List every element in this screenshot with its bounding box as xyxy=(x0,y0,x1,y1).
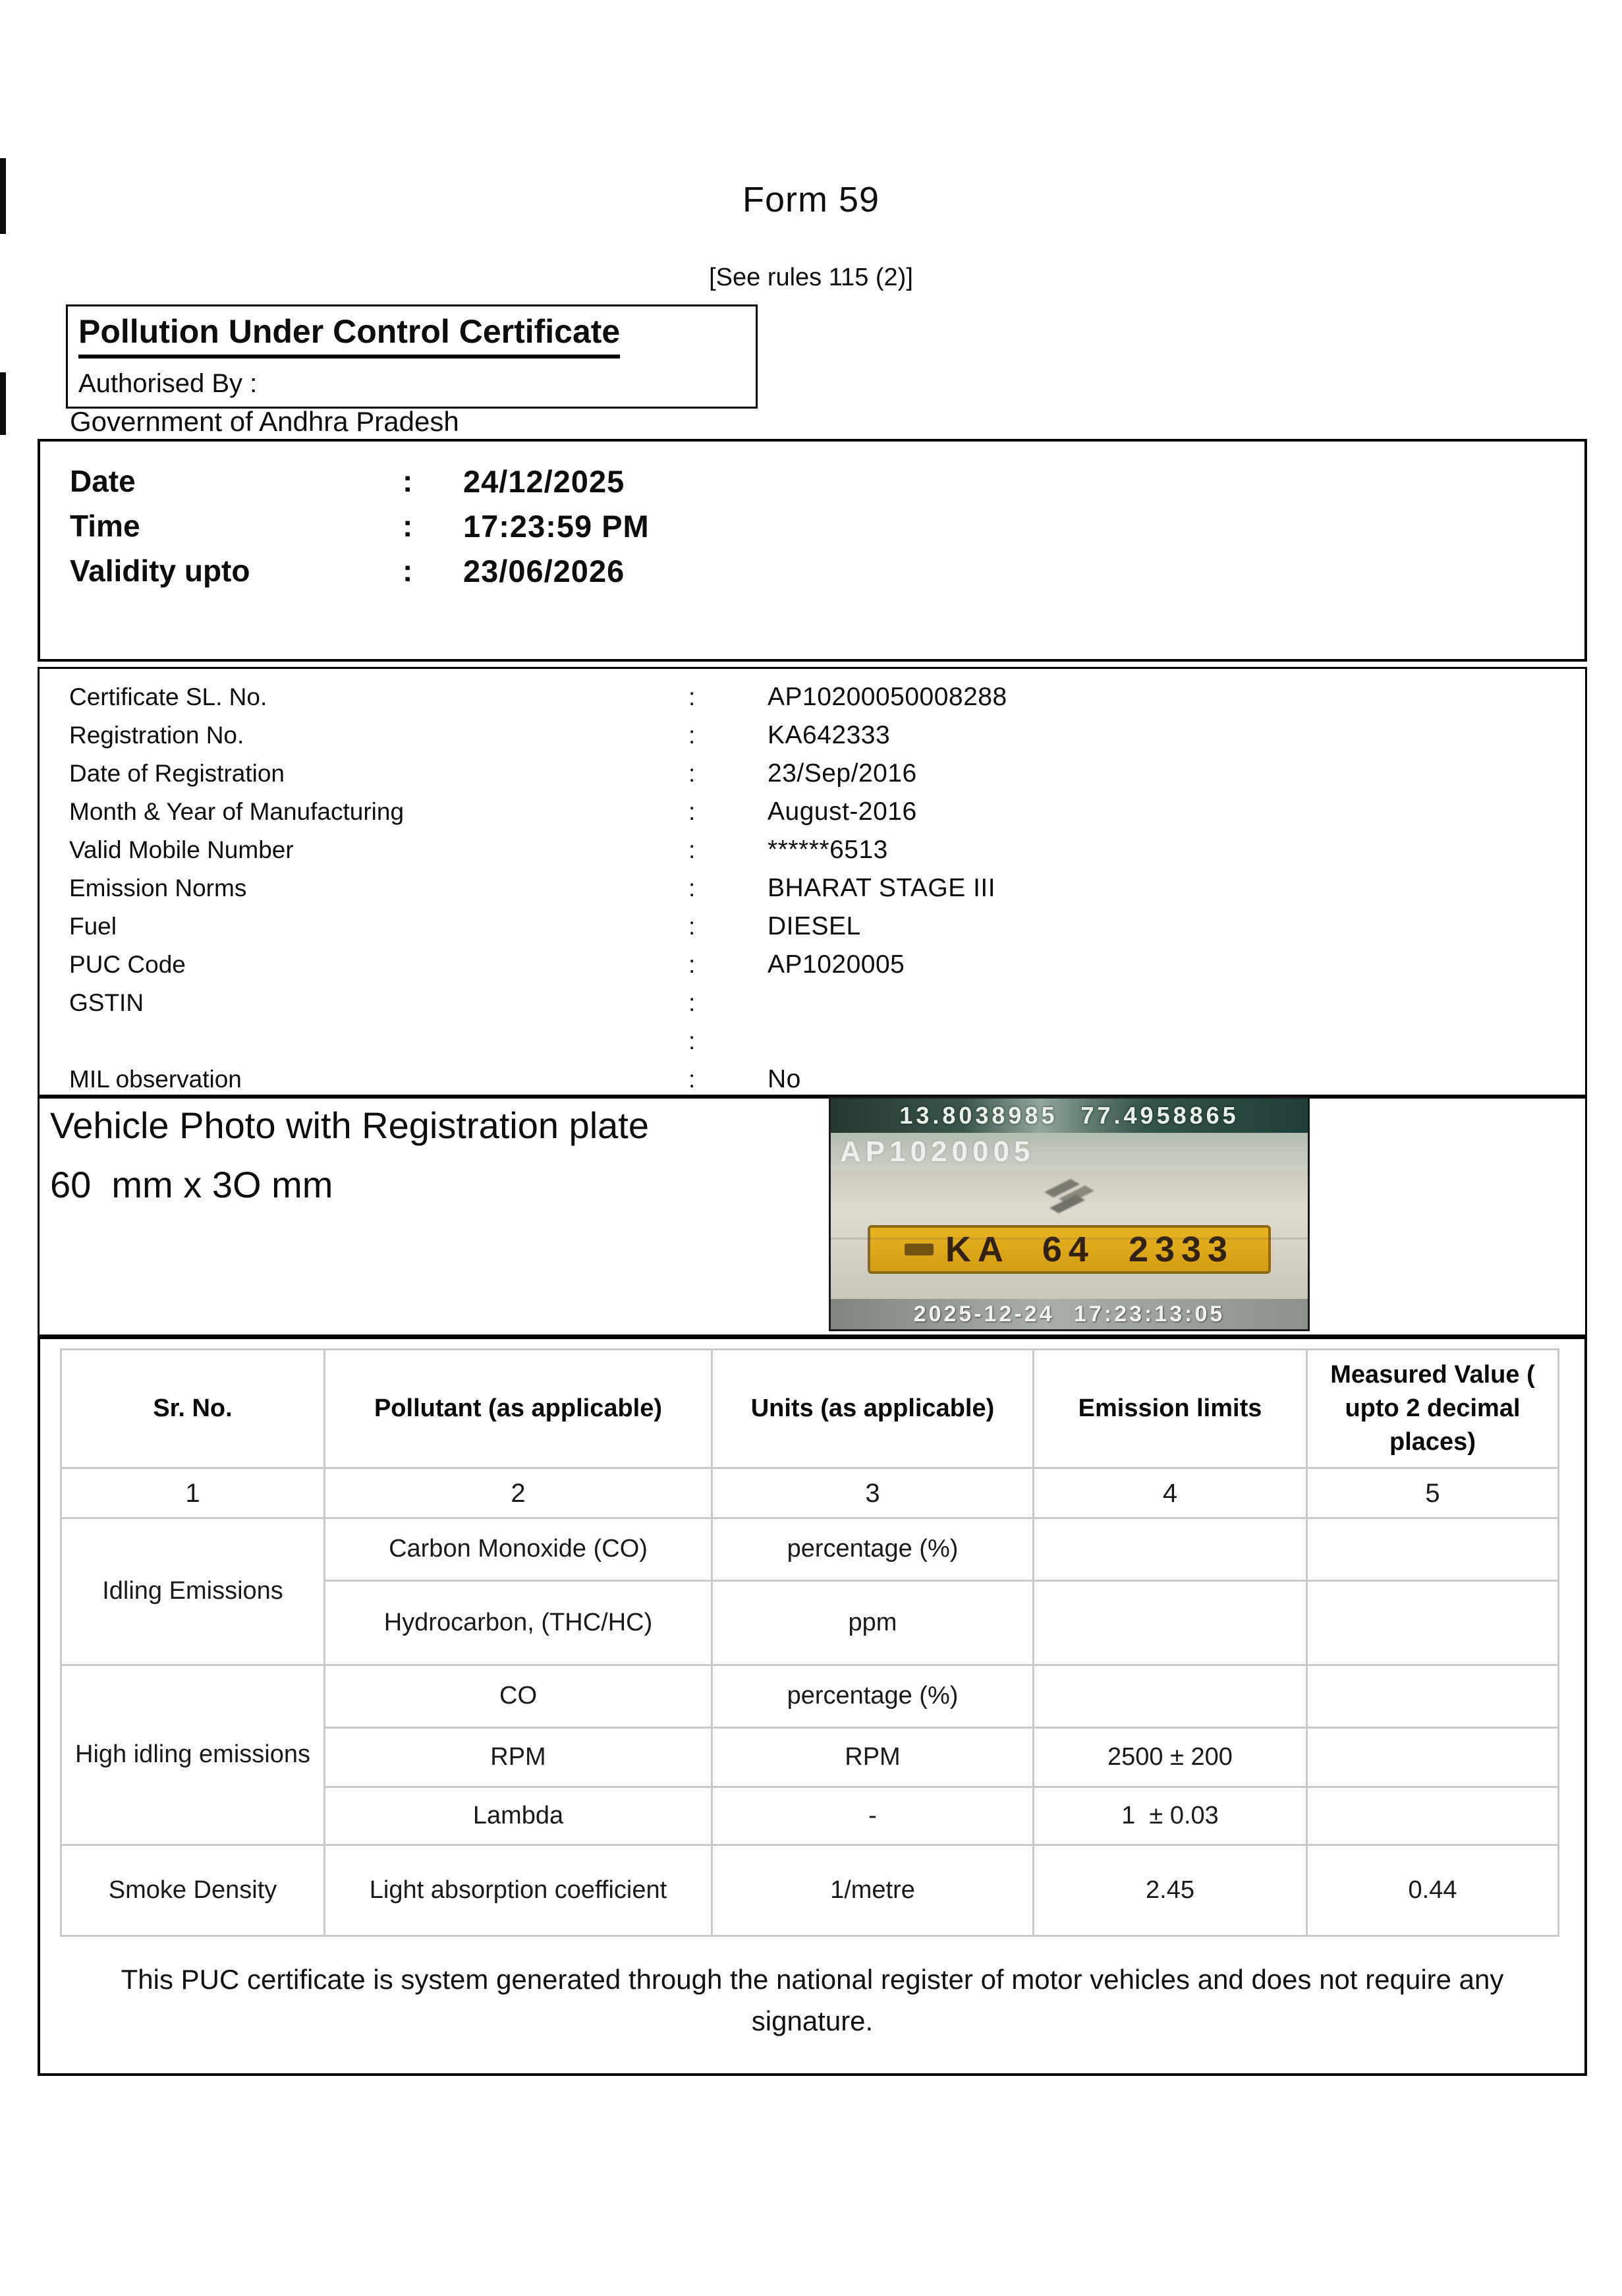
mobile-number-label: Valid Mobile Number xyxy=(69,836,294,863)
detail-row xyxy=(40,984,1585,1022)
colon: : xyxy=(688,989,696,1016)
mil-observation-label: MIL observation xyxy=(69,1066,242,1093)
form-rule-reference: [See rules 115 (2)] xyxy=(709,264,913,291)
emission-limit-cell: 1 ± 0.03 xyxy=(1034,1787,1307,1845)
detail-row xyxy=(40,907,1585,946)
colon: : xyxy=(403,464,413,498)
col-header-sr-no: Sr. No. xyxy=(61,1350,325,1468)
measured-value-cell: 0.44 xyxy=(1307,1845,1559,1936)
certificate-heading: Pollution Under Control Certificate xyxy=(78,313,620,359)
suzuki-emblem-icon xyxy=(1030,1176,1109,1217)
table-row xyxy=(61,1518,1559,1581)
vehicle-rear-view xyxy=(831,1171,1308,1299)
emission-norms-value: BHARAT STAGE III xyxy=(768,874,996,902)
colon: : xyxy=(688,683,696,710)
pollutant-cell: CO xyxy=(325,1665,712,1728)
detail-row xyxy=(40,946,1585,984)
table-row xyxy=(61,1665,1559,1728)
measured-value-cell xyxy=(1307,1665,1559,1728)
detail-row xyxy=(40,1060,1585,1099)
measured-value-cell xyxy=(1307,1728,1559,1787)
emission-limit-cell: 2500 ± 200 xyxy=(1034,1728,1307,1787)
emission-limit-cell xyxy=(1034,1518,1307,1581)
vehicle-details-box xyxy=(38,667,1587,1097)
pollutant-cell: RPM xyxy=(325,1728,712,1787)
emission-readings-table xyxy=(60,1348,1559,1937)
system-generated-note: This PUC certificate is system generated through the national register of motor vehicles and does not require any signature. xyxy=(121,1964,1504,2036)
units-cell: 1/metre xyxy=(712,1845,1034,1936)
date-of-registration-label: Date of Registration xyxy=(69,760,285,787)
colon: : xyxy=(403,509,413,543)
detail-row xyxy=(40,716,1585,755)
license-plate xyxy=(868,1225,1271,1274)
date-value: 24/12/2025 xyxy=(463,463,625,499)
registration-no-label: Registration No. xyxy=(69,722,244,749)
emission-readings-section xyxy=(38,1336,1587,2076)
fuel-value: DIESEL xyxy=(768,912,861,940)
puc-code-watermark: AP1020005 xyxy=(831,1133,1308,1171)
pollutant-cell: Carbon Monoxide (CO) xyxy=(325,1518,712,1581)
form-title: Form 59 xyxy=(742,180,880,219)
vehicle-photo-section xyxy=(38,1097,1587,1336)
colon: : xyxy=(688,836,696,863)
colon: : xyxy=(688,951,696,978)
photo-caption-line1: Vehicle Photo with Registration plate xyxy=(50,1105,649,1146)
date-row xyxy=(40,459,1584,503)
certificate-sl-no-label: Certificate SL. No. xyxy=(69,683,267,710)
col-number: 2 xyxy=(325,1468,712,1518)
colon: : xyxy=(688,760,696,787)
colon: : xyxy=(688,798,696,825)
manufacturing-month-year-value: August-2016 xyxy=(768,797,917,826)
mil-observation-value: No xyxy=(768,1065,801,1093)
colon: : xyxy=(688,1066,696,1093)
pollutant-cell: Hydrocarbon, (THC/HC) xyxy=(325,1581,712,1665)
certificate-sl-no-value: AP10200050008288 xyxy=(768,683,1007,711)
col-header-emission-limits: Emission limits xyxy=(1034,1350,1307,1468)
detail-row xyxy=(40,793,1585,831)
colon: : xyxy=(688,1027,696,1054)
vehicle-photo xyxy=(829,1097,1310,1331)
emission-norms-label: Emission Norms xyxy=(69,875,247,902)
authorised-by-label: Authorised By : xyxy=(78,368,258,398)
time-label: Time xyxy=(70,509,140,543)
colon: : xyxy=(688,875,696,902)
gstin-label: GSTIN xyxy=(69,989,144,1016)
units-cell: RPM xyxy=(712,1728,1034,1787)
colon: : xyxy=(688,722,696,749)
table-header-row xyxy=(61,1350,1559,1468)
fuel-label: Fuel xyxy=(69,913,117,940)
photo-caption-line2: 60 mm x 3O mm xyxy=(50,1164,333,1205)
measured-value-cell xyxy=(1307,1787,1559,1845)
pollutant-cell: Lambda xyxy=(325,1787,712,1845)
license-plate-number: KA 64 2333 xyxy=(945,1230,1235,1269)
validity-upto-value: 23/06/2026 xyxy=(463,553,625,588)
col-number: 3 xyxy=(712,1468,1034,1518)
measured-value-cell xyxy=(1307,1518,1559,1581)
issuing-government: Government of Andhra Pradesh xyxy=(70,406,459,437)
column-number-row xyxy=(61,1468,1559,1518)
col-number: 4 xyxy=(1034,1468,1307,1518)
scan-artifact xyxy=(0,372,6,435)
measured-value-cell xyxy=(1307,1581,1559,1665)
manufacturing-month-year-label: Month & Year of Manufacturing xyxy=(69,798,405,825)
emission-limit-cell xyxy=(1034,1581,1307,1665)
validity-upto-row xyxy=(40,548,1584,593)
col-number: 1 xyxy=(61,1468,325,1518)
col-header-units: Units (as applicable) xyxy=(712,1350,1034,1468)
units-cell: ppm xyxy=(712,1581,1034,1665)
units-cell: percentage (%) xyxy=(712,1518,1034,1581)
pollutant-cell: Light absorption coefficient xyxy=(325,1845,712,1936)
table-row xyxy=(61,1845,1559,1936)
photo-timestamp-overlay: 2025-12-24 17:23:13:05 xyxy=(831,1299,1308,1329)
mobile-number-value: ******6513 xyxy=(768,836,888,864)
detail-row xyxy=(40,678,1585,716)
detail-row xyxy=(40,755,1585,793)
units-cell: percentage (%) xyxy=(712,1665,1034,1728)
certificate-heading-box xyxy=(66,304,758,409)
group-high-idling-emissions: High idling emissions xyxy=(61,1665,325,1845)
puc-code-value: AP1020005 xyxy=(768,950,905,979)
detail-row xyxy=(40,1022,1585,1060)
colon: : xyxy=(688,913,696,940)
col-header-pollutant: Pollutant (as applicable) xyxy=(325,1350,712,1468)
emission-limit-cell xyxy=(1034,1665,1307,1728)
time-value: 17:23:59 PM xyxy=(463,508,650,544)
validity-upto-label: Validity upto xyxy=(70,554,250,588)
gps-coordinates-overlay: 13.8038985 77.4958865 xyxy=(831,1099,1308,1133)
col-number: 5 xyxy=(1307,1468,1559,1518)
col-header-measured-value: Measured Value ( upto 2 decimal places) xyxy=(1307,1350,1559,1468)
date-of-registration-value: 23/Sep/2016 xyxy=(768,759,917,788)
puc-code-label: PUC Code xyxy=(69,951,186,978)
registration-no-value: KA642333 xyxy=(768,721,891,749)
date-label: Date xyxy=(70,464,136,498)
units-cell: - xyxy=(712,1787,1034,1845)
detail-row xyxy=(40,831,1585,869)
group-smoke-density: Smoke Density xyxy=(61,1845,325,1936)
time-row xyxy=(40,503,1584,548)
plate-left-mark xyxy=(905,1244,934,1255)
group-idling-emissions: Idling Emissions xyxy=(61,1518,325,1665)
colon: : xyxy=(403,554,413,588)
emission-limit-cell: 2.45 xyxy=(1034,1845,1307,1936)
validity-box xyxy=(38,439,1587,662)
detail-row xyxy=(40,869,1585,907)
